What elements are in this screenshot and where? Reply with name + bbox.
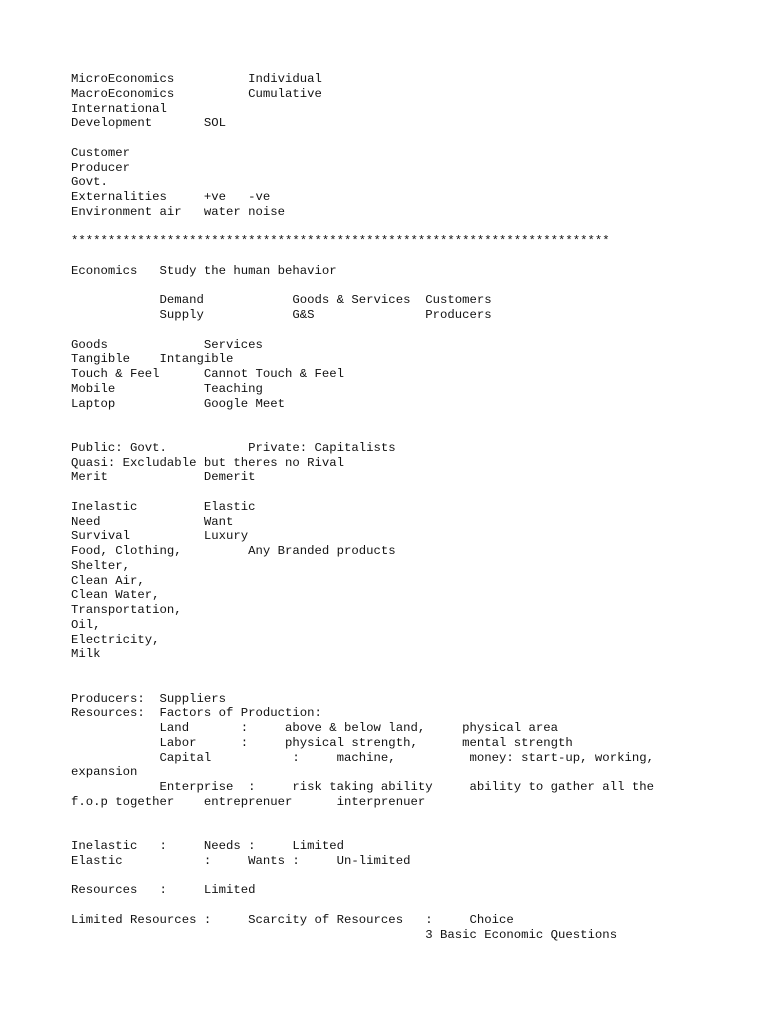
text-line: Milk bbox=[71, 647, 101, 662]
text-line: Economics Study the human behavior bbox=[71, 263, 337, 278]
text-line: Public: Govt. Private: Capitalists bbox=[71, 440, 396, 455]
text-line bbox=[71, 131, 654, 146]
text-line bbox=[71, 426, 654, 441]
text-line bbox=[71, 220, 654, 235]
text-line: Transportation, bbox=[71, 603, 182, 617]
text-line: Resources: Factors of Production: bbox=[71, 706, 322, 721]
text-line: Capital : machine, money: start-up, working, bbox=[71, 750, 654, 765]
text-line: Touch & Feel Cannot Touch & Feel bbox=[71, 367, 345, 381]
text-line: Inelastic Elastic bbox=[71, 499, 256, 514]
text-line: Resources : Limited bbox=[71, 883, 256, 898]
text-line: Laptop Google Meet bbox=[71, 396, 286, 411]
text-line bbox=[71, 898, 654, 913]
text-line: MacroEconomics Cumulative bbox=[71, 86, 322, 101]
text-line bbox=[71, 677, 654, 692]
text-line: Mobile Teaching bbox=[71, 381, 263, 396]
text-line: Land : above & below land, physical area bbox=[71, 721, 559, 735]
text-line: Oil, bbox=[71, 617, 101, 632]
text-line: Customer bbox=[71, 145, 131, 160]
text-line bbox=[71, 249, 654, 264]
text-line: Quasi: Excludable but theres no Rival bbox=[71, 455, 345, 470]
text-line bbox=[71, 810, 654, 825]
text-line bbox=[71, 662, 654, 677]
text-line: 3 Basic Economic Questions bbox=[71, 927, 618, 942]
text-line: Inelastic : Needs : Limited bbox=[71, 839, 345, 853]
text-line: Elastic : Wants : Un-limited bbox=[71, 853, 411, 868]
text-line bbox=[71, 485, 654, 500]
text-line: Electricity, bbox=[71, 632, 160, 647]
text-line: f.o.p together entreprenuer interprenuer bbox=[71, 794, 426, 809]
text-line: Limited Resources : Scarcity of Resources : Choice bbox=[71, 912, 514, 927]
text-line: MicroEconomics Individual bbox=[71, 72, 322, 86]
text-line: Clean Water, bbox=[71, 588, 160, 603]
text-line: ************************************************************************* bbox=[71, 234, 610, 249]
text-line: Labor : physical strength, mental strength bbox=[71, 735, 573, 750]
text-line: Demand Goods & Services Customers bbox=[71, 293, 492, 308]
text-line: Producer bbox=[71, 160, 131, 175]
text-line: Supply G&S Producers bbox=[71, 308, 492, 322]
text-line: International bbox=[71, 101, 167, 116]
text-line: Goods Services bbox=[71, 337, 263, 352]
text-line: Enterprise : risk taking ability ability to gather all the bbox=[71, 780, 654, 794]
text-line: Clean Air, bbox=[71, 573, 145, 588]
text-line: Merit Demerit bbox=[71, 470, 256, 485]
text-line: Producers: Suppliers bbox=[71, 691, 226, 706]
text-line bbox=[71, 824, 654, 839]
text-line: Govt. bbox=[71, 175, 108, 190]
text-line bbox=[71, 869, 654, 884]
text-line bbox=[71, 411, 654, 426]
text-line: expansion bbox=[71, 765, 138, 780]
text-line: Food, Clothing, Any Branded products bbox=[71, 544, 396, 558]
text-line bbox=[71, 279, 654, 294]
notes-text bbox=[71, 72, 654, 942]
text-line: Survival Luxury bbox=[71, 529, 249, 544]
text-line bbox=[71, 323, 654, 338]
text-line: Need Want bbox=[71, 514, 234, 529]
text-line: Tangible Intangible bbox=[71, 352, 234, 367]
text-line: Externalities +ve -ve bbox=[71, 190, 271, 204]
text-line: Development SOL bbox=[71, 116, 226, 131]
text-line: Environment air water noise bbox=[71, 204, 286, 219]
text-line: Shelter, bbox=[71, 558, 131, 573]
